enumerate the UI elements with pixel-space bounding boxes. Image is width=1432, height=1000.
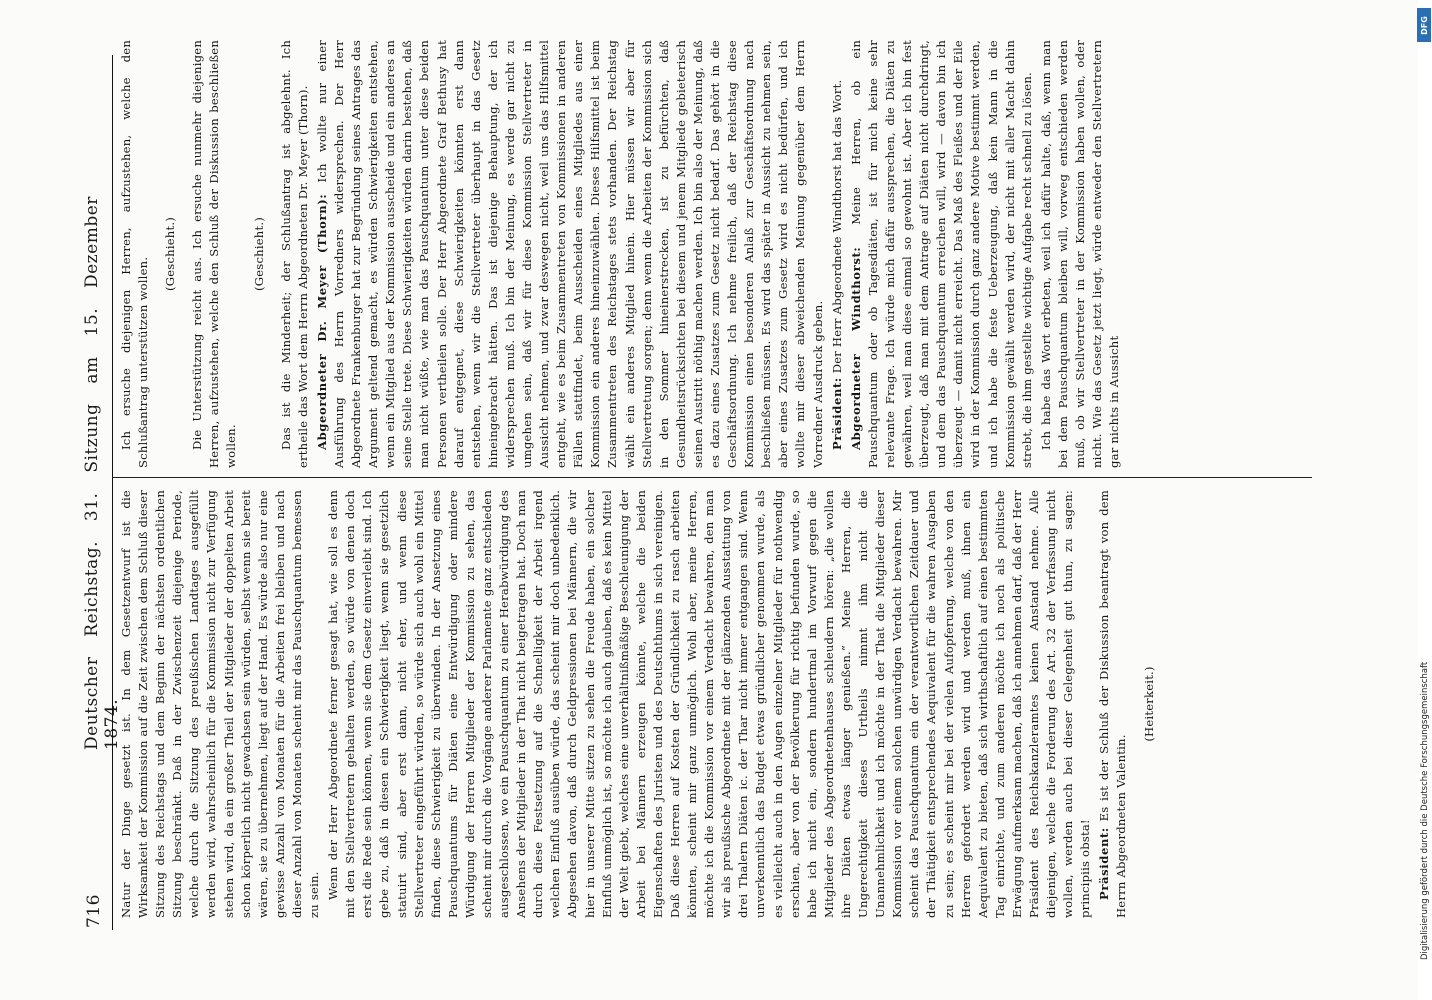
page-header — [78, 0, 122, 1000]
paragraph — [278, 40, 312, 468]
paragraph — [118, 40, 152, 468]
paragraph-text: (Heiterkeit.) — [1141, 666, 1156, 742]
paragraph — [829, 40, 846, 468]
page-running-title: Deutscher Reichstag. 31. Sitzung am 15. Dezember 1874. — [82, 196, 122, 750]
paragraph-text: Ich wollte nur einer Ausführung des Herrn Vorredners widersprechen. Der Herr Abgeordnete Frankenburger hat zur Begründung seines Antrages das Argument geltend gemacht, es würden Schwierigkeiten entstehen, wenn ein Mitglied aus der Kommission ausscheide und ein anderes an seine Stelle trete. Diese Schwierigkeiten würden darin bestehen, daß man nicht wüßte, wie man das Pauschquantum unter diese beiden Personen vertheilen solle. Der Herr Abgeordnete Graf Bethusy hat darauf entgegnet, diese Schwierigkeiten könnten erst dann entstehen, wenn wir die Stellvertreter überhaupt in das Gesetz hineingebracht hätten. Das ist diejenige Behauptung, der ich widersprechen muß. Ich bin der Meinung, es werde gar nicht zu umgehen sein, daß wir für diese Kommission Stellvertreter in Aussicht nehmen, und zwar deswegen nicht, weil uns das Hilfsmittel entgeht, wie es beim Zusammentreten von Kommissionen in anderen Fällen stattfindet, beim Ausscheiden eines Mitgliedes aus einer Kommission ein anderes hineinzuwählen. Dieses Hilfsmittel ist beim Zusammentreten des Reichstages stets vorhanden. Der Reichstag wählt ein anderes Mitglied hinein. Hier müssen wir aber für Stellvertretung sorgen; denn wenn die Arbeiten der Kommission sich in den Sommer hineinerstrecken, ist zu befürchten, daß Gesundheitsrücksichten bei diesem und jenem Mitgliede gebieterisch seinen Austritt nöthig machen werden. Ich bin also der Meinung, daß es dazu eines Zusatzes zum Gesetz nicht bedarf. Das gehört in die Geschäftsordnung. Ich nehme freilich, daß der Reichstag diese Kommission einen besonderen Anlaß zur Geschäftsordnung nach beschließen müssen. Es wird das später in Aussicht zu nehmen sein, aber eines Zusatzes zum Gesetz wird es nicht bedürfen, und ich wollte mir dieser abweichenden Meinung gegenüber dem Herrn Vorredner Ausdruck geben. — [314, 40, 825, 468]
paragraph-text: Der Herr Abgeordnete Windthorst hat das Wort. — [829, 79, 844, 378]
speaker-label: Abgeordneter Dr. Meyer (Thorn): — [314, 193, 329, 450]
paragraph-text: (Geschieht.) — [251, 217, 266, 291]
left-column — [118, 490, 1168, 918]
paragraph — [1038, 40, 1123, 468]
right-column — [118, 40, 1125, 468]
paragraph-text: Natur der Dinge gesetzt ist. In dem Gesetzentwurf ist die Wirksamkeit der Kommission auf die Zeit zwischen dem Schluß dieser Sitzung des Reichstags und dem Beginn der nächsten ordentlichen Sitzung beschränkt. Daß in der Zwischenzeit diejenige Periode, welche durch die Sitzung des preußischen Landtages ausgefüllt werden wird, wahrscheinlich für die Kommission nicht zur Verfügung stehen wird, da ein großer Theil der Mitglieder der doppelten Arbeit schon körperlich nicht gewachsen sein würden, selbst wenn sie bereit wären, sie zu übernehmen, liegt auf der Hand. Es würde also nur eine gewisse Anzahl von Monaten für die Arbeiten frei bleiben und nach dieser Anzahl von Monaten scheint mir das Pauschquantum bemessen zu sein. — [119, 490, 322, 918]
paragraph — [848, 40, 1036, 468]
paragraph-text: Ich ersuche diejenigen Herren, aufzustehen, welche den Schlußantrag unterstützen wollen. — [119, 40, 151, 468]
paragraph — [1141, 490, 1158, 918]
paragraph — [314, 40, 827, 468]
paragraph-text: Ich habe das Wort erbeten, weil ich dafür halte, daß, wenn man bei dem Pauschquantum bleiben will, vorweg entschieden werden muß, ob wir Stellvertreter in der Kommission haben wollen, oder nicht. Wie das Gesetz jetzt liegt, würde entweder den Stellvertretern gar nichts in Aussicht — [1038, 40, 1122, 468]
page-number: 716 — [84, 894, 104, 928]
paragraph — [325, 490, 1094, 918]
paragraph — [1096, 490, 1130, 918]
paragraph-text: (Geschieht.) — [163, 217, 178, 291]
paragraph-text: Die Unterstützung reicht aus. Ich ersuche nunmehr diejenigen Herren, aufzustehen, welche den Schluß der Diskussion beschließen wollen. — [190, 40, 239, 468]
speaker-label: Abgeordneter Windthorst: — [848, 246, 863, 450]
paragraph-text: Das ist die Minderheit; der Schlußantrag ist abgelehnt. Ich ertheile das Wort dem Herrn Abgeordneten Dr. Meyer (Thorn). — [278, 40, 310, 468]
paragraph-text: Es ist der Schluß der Diskussion beantragt von dem Herrn Abgeordneten Valentin. — [1097, 490, 1129, 918]
paragraph — [118, 490, 323, 918]
dfg-logo: DFG — [1417, 8, 1431, 42]
paragraph — [251, 40, 268, 468]
column-divider — [112, 477, 1312, 478]
paragraph — [189, 40, 240, 468]
speaker-label: Präsident: — [829, 377, 844, 450]
paragraph — [162, 40, 179, 468]
speaker-label: Präsident: — [1097, 827, 1112, 900]
paragraph-text: Wenn der Herr Abgeordnete ferner gesagt hat, wie soll es denn mit den Stellvertretern gehalten werden, so würde von denen doch erst die Rede sein können, wenn sie dem Gesetz einverleibt sind. Ich gebe zu, daß in diesen ein Schwierigkeit liegt, wenn sie gesetzlich statuirt sind, aber erst dann, nicht eher, und wenn diese Stellvertreter eingeführt würden, so würde sich auch wohl ein Mittel finden, diese Schwierigkeit zu überwinden. In der Ansetzung eines Pauschquantums für Diäten eine Entwürdigung oder mindere Würdigung der Herren Mitglieder der Kommission zu sehen, das scheint mir durch die Vorgänge anderer Parlamente ganz entschieden ausgeschlossen, wo ein Pauschquantum zu einer Herabwürdigung des Ansehens der Mitglieder in der That nicht beigetragen hat. Doch man durch diese Festsetzung auf die Schnelligkeit der Arbeit irgend welchen Einfluß ausüben würde, das scheint mir doch unbedenklich. Abgesehen davon, daß durch Geldpressionen bei Männern, die wir hier in unserer Mitte sitzen zu sehen die Freude haben, ein solcher Einfluß unmöglich ist, so möchte ich auch glauben, daß es kein Mittel der Welt giebt, welches eine unverhältnißmäßige Beschleunigung der Arbeit bei Männern erzeugen könnte, welche die beiden Eigenschaften des Juristen und des Deutschthums in sich vereinigen. Daß diese Herren auf Kosten der Gründlichkeit zu rasch arbeiten könnten, scheint mir ganz unmöglich. Wohl aber, meine Herren, möchte ich die Kommission vor einem Verdacht bewahren, den man wir als preußische Abgeordnete mit der glänzenden Ausstattung von drei Thalern Diäten ic. der Thar nicht immer entgangen sind. Wenn unverkenntlich das Budget etwas gründlicher genommen wurde, als es vielleicht auch in den Augen einzelner Mitglieder für nothwendig erschien, aber von der Bevölkerung für richtig befunden wurde, so habe ich nicht ein, sondern hundertmal im Vorwurf gegen die Mitglieder des Abgeordnetenhauses schleudern hören: „die wollen ihre Diäten etwas länger genießen.“ Meine Herren, die Ungerechtigkeit dieses Urtheils nimmt ihm nicht die Unannehmlichkeit und ich möchte in der That die Mitglieder dieser Kommission vor einem solchen unwürdigen Verdacht bewahren. Mir scheint das Pauschquantum ein der verantwortlichen Zeitdauer und der Thätigkeit entsprechendes Aequivalent für die wahren Ausgaben zu sein; es scheint mir bei der vielen Aufopferung, welche von den Herren gefordert werden wird und werden muß, ihnen ein Aequivalent zu bieten, daß sich wirthschaftlich auf einen bestimmten Tag einrichte, und zum anderen möchte ich noch als politische Erwägung aufmerksam machen, daß ich annehmen darf, daß der Herr Präsident des Reichskanzleramtes keinen Anstand nehme. Alle diejenigen, welche die Forderung des Art. 32 der Verfassung nicht wollen, werden auch bei dieser Gelegenheit gut thun, zu sagen: principiis obsta! — [326, 490, 1093, 918]
header-rule — [112, 55, 113, 930]
paragraph-text: Meine Herren, ob ein Pauschquantum oder ob Tagesdiäten, ist für mich keine sehr relevante Frage. Ich würde mich dafür aussprechen, die Diäten zu gewähren, weil man diese einmal so gewohnt ist. Aber ich bin fest überzeugt, daß man mit dem Antrage auf Diäten nicht durchdringt, und dem das Pauschquantum erreichen will, wird — davon bin ich überzeugt — damit nicht erreicht. Das Maß des Fleißes und der Eile wird in der Kommission durch ganz andere Motive bestimmt werden, und ich habe die feste Ueberzeugung, daß kein Mann in die Kommission gewählt werden wird, der nicht mit aller Macht dahin strebt, die ihm gestellte wichtige Aufgabe recht schnell zu lösen. — [848, 40, 1034, 468]
digitization-credit: Digitalisierung gefördert durch die Deutsche Forschungsgemeinschaft — [1420, 661, 1430, 960]
